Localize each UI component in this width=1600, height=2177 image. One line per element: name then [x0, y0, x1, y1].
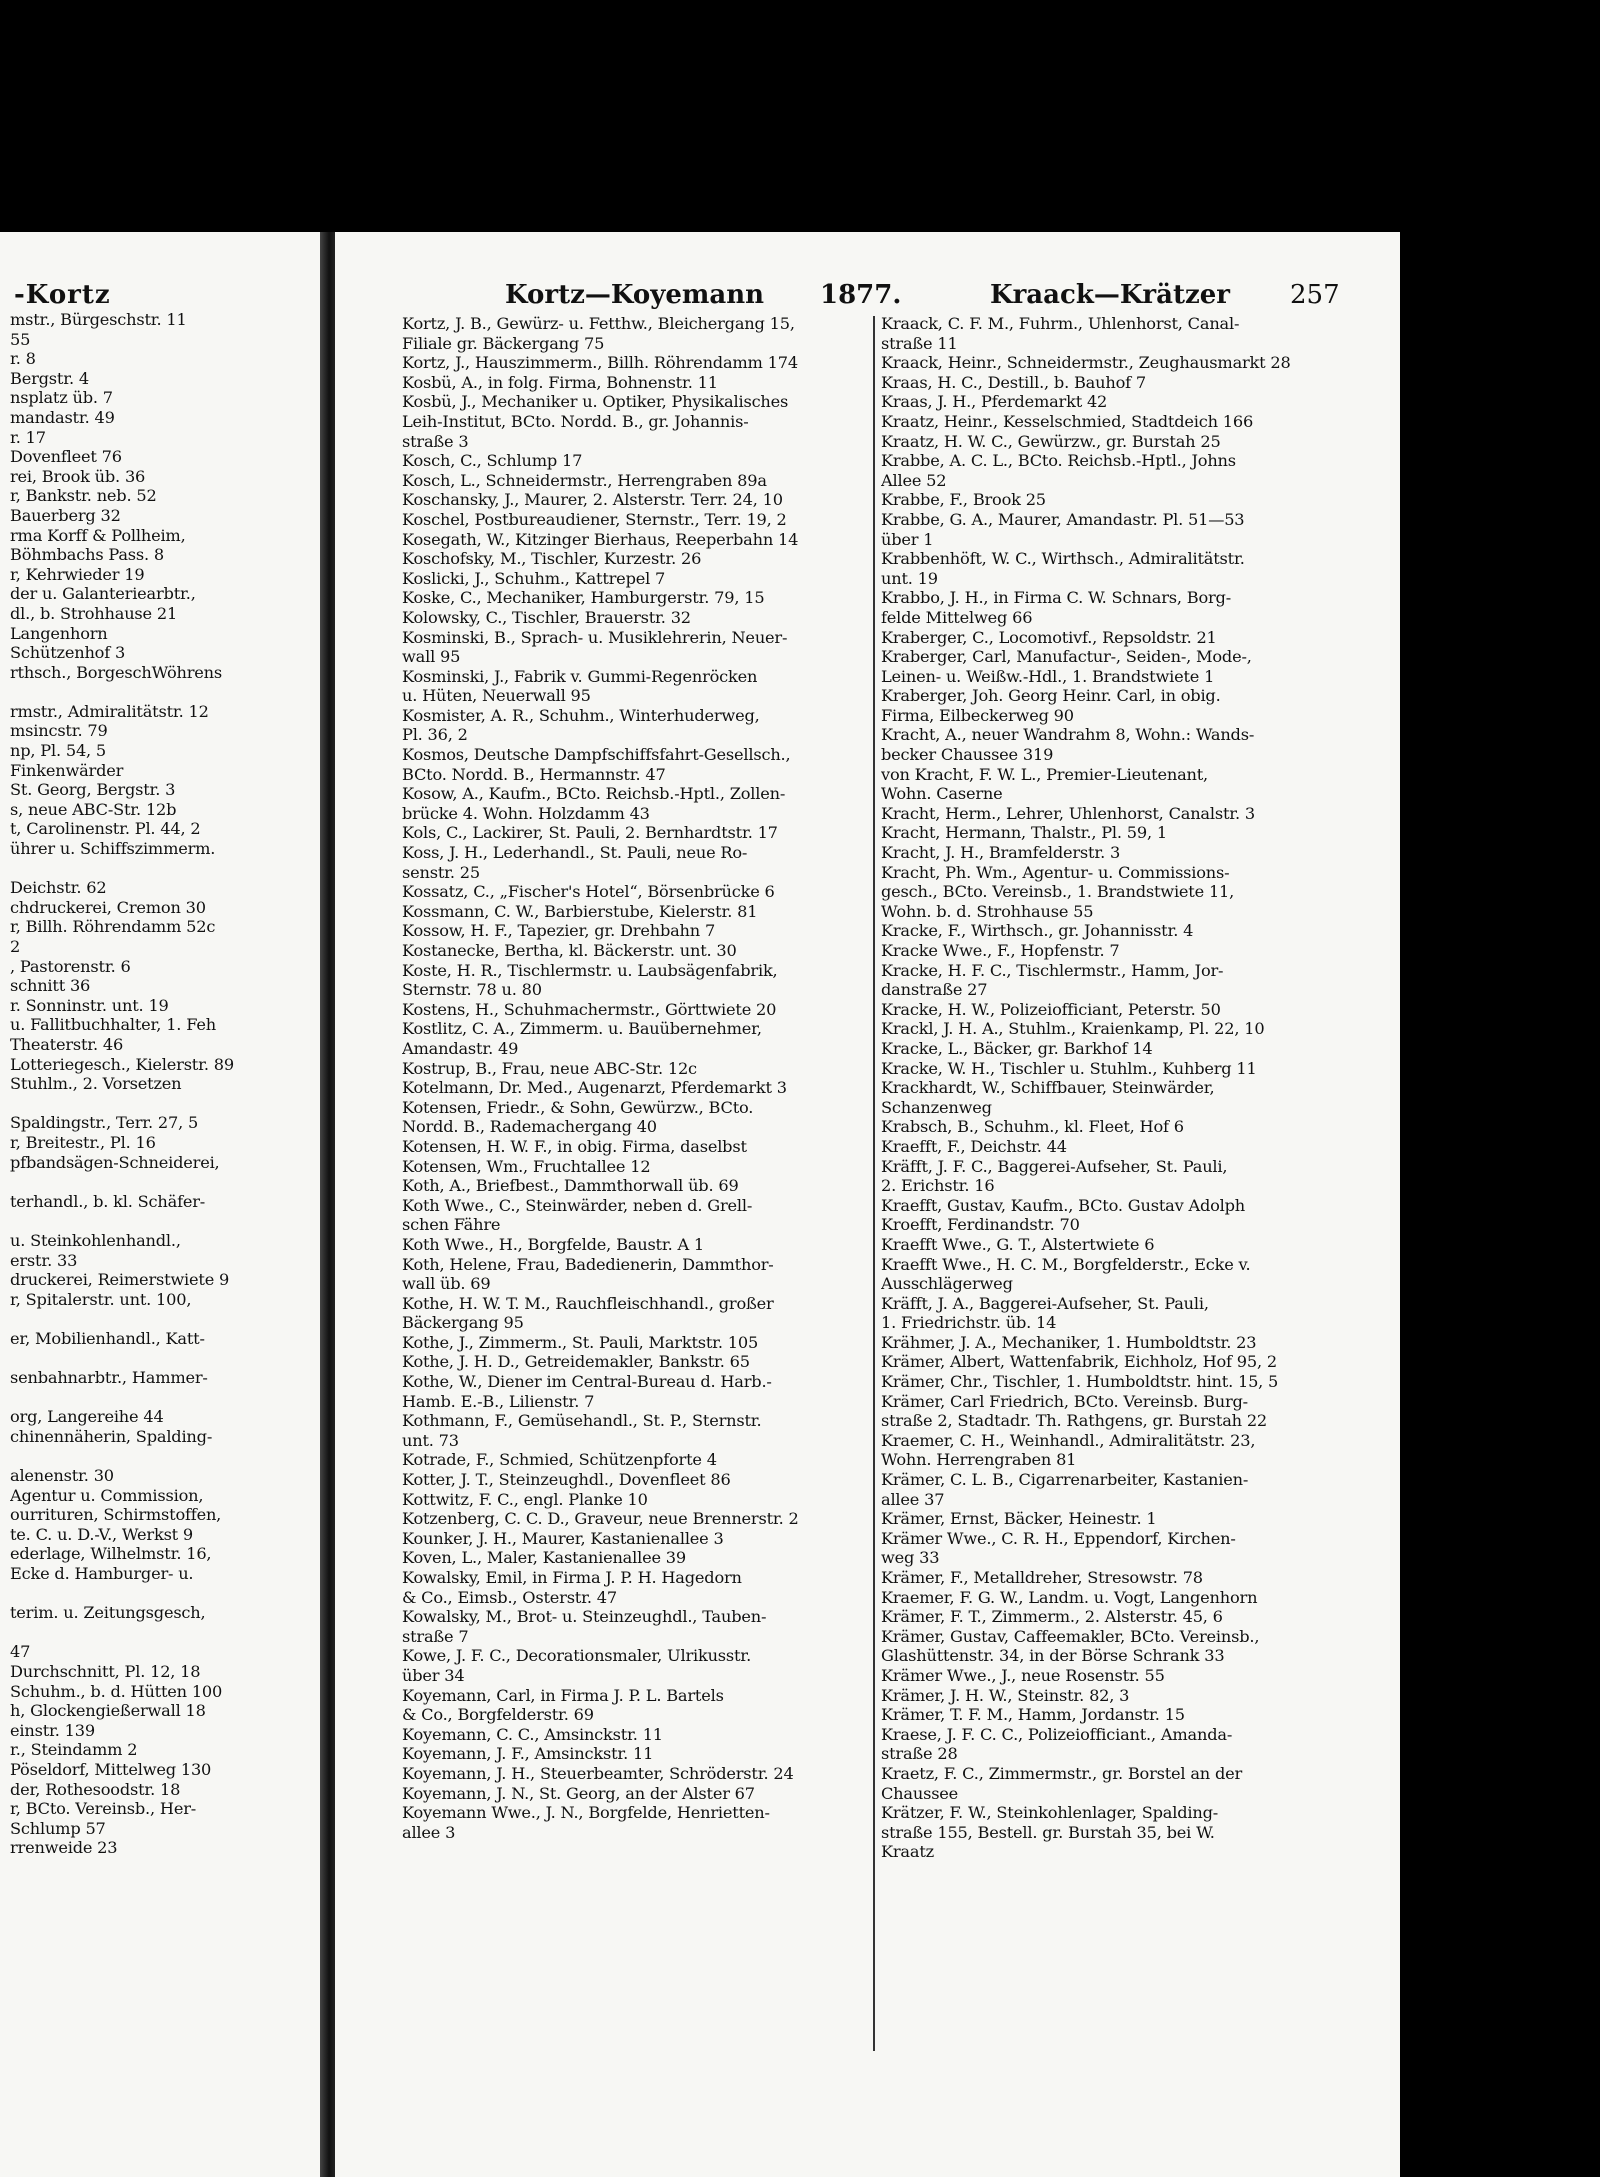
- directory-entry-line: Kotensen, Friedr., & Sohn, Gewürzw., BCto.: [402, 1097, 754, 1117]
- left-page-line: Bergstr. 4: [10, 368, 89, 388]
- left-page-line: der u. Galanteriearbtr.,: [10, 584, 196, 604]
- left-page-line: r, Spitalerstr. unt. 100,: [10, 1289, 192, 1309]
- directory-entry-line: Kotensen, Wm., Fruchtallee 12: [402, 1156, 651, 1176]
- left-page-line: Böhmbachs Pass. 8: [10, 545, 164, 565]
- directory-entry-line: Wohn. b. d. Strohhause 55: [881, 901, 1094, 921]
- directory-entry-line: Kossow, H. F., Tapezier, gr. Drehbahn 7: [402, 921, 716, 941]
- directory-entry-line: & Co., Borgfelderstr. 69: [402, 1705, 594, 1725]
- left-page-line: 47: [10, 1642, 31, 1662]
- directory-entry-line: Krabbo, J. H., in Firma C. W. Schnars, Borg-: [881, 588, 1231, 608]
- left-page-line: Dovenfleet 76: [10, 447, 122, 467]
- directory-entry-line: straße 155, Bestell. gr. Burstah 35, bei W.: [881, 1822, 1215, 1842]
- left-page-line: np, Pl. 54, 5: [10, 741, 107, 761]
- left-page-line: t, Carolinenstr. Pl. 44, 2: [10, 819, 201, 839]
- directory-entry-line: Krackhardt, W., Schiffbauer, Steinwärder,: [881, 1078, 1215, 1098]
- left-page-line: h, Glockengießerwall 18: [10, 1701, 206, 1721]
- directory-entry-line: straße 2, Stadtadr. Th. Rathgens, gr. Burstah 22: [881, 1411, 1268, 1431]
- directory-entry-line: Krabbe, A. C. L., BCto. Reichsb.-Hptl., Johns: [881, 451, 1236, 471]
- directory-entry-line: Krämer, C. L. B., Cigarrenarbeiter, Kastanien-: [881, 1470, 1249, 1490]
- left-page-line: [10, 1211, 315, 1231]
- left-page-line: Schützenhof 3: [10, 643, 126, 663]
- directory-entry-line: Kracht, Herm., Lehrer, Uhlenhorst, Canalstr. 3: [881, 803, 1256, 823]
- directory-entry-line: Koth Wwe., H., Borgfelde, Baustr. A 1: [402, 1234, 705, 1254]
- left-page-line: [10, 1348, 315, 1368]
- directory-entry-line: Kotzenberg, C. C. D., Graveur, neue Brennerstr. 2: [402, 1509, 799, 1529]
- left-page-line: Finkenwärder: [10, 760, 124, 780]
- left-page-line: dl., b. Strohhause 21: [10, 603, 178, 623]
- left-page-line: Bauerberg 32: [10, 505, 121, 525]
- directory-entry-line: gesch., BCto. Vereinsb., 1. Brandstwiete 11,: [881, 882, 1235, 902]
- left-page-line: mstr., Bürgeschstr. 11: [10, 310, 187, 329]
- directory-entry-line: Kracht, J. H., Bramfelderstr. 3: [881, 843, 1121, 863]
- left-page-line: u. Fallitbuchhalter, 1. Feh: [10, 1015, 216, 1035]
- directory-entry-line: Kracke, L., Bäcker, gr. Barkhof 14: [881, 1038, 1153, 1058]
- directory-entry-line: Bäckergang 95: [402, 1313, 524, 1333]
- directory-entry-line: Kraemer, C. H., Weinhandl., Admiralitätstr. 23,: [881, 1430, 1256, 1450]
- directory-entry-line: 2. Erichstr. 16: [881, 1176, 995, 1196]
- directory-entry-line: wall üb. 69: [402, 1274, 491, 1294]
- directory-entry-line: Kosch, C., Schlump 17: [402, 451, 583, 471]
- directory-entry-line: Koschofsky, M., Tischler, Kurzestr. 26: [402, 549, 702, 569]
- directory-entry-line: u. Hüten, Neuerwall 95: [402, 686, 591, 706]
- directory-entry-line: Krämer, Albert, Wattenfabrik, Eichholz, Hof 95, 2: [881, 1352, 1277, 1372]
- directory-entry-line: Kostlitz, C. A., Zimmerm. u. Bauübernehmer,: [402, 1019, 762, 1039]
- directory-entry-line: Kortz, J. B., Gewürz- u. Fetthw., Bleichergang 15,: [402, 314, 795, 333]
- left-page-line: terhandl., b. kl. Schäfer-: [10, 1191, 206, 1211]
- directory-entry-line: Kräfft, J. A., Baggerei-Aufseher, St. Pauli,: [881, 1293, 1209, 1313]
- directory-entry-line: Krabbe, F., Brook 25: [881, 490, 1046, 510]
- left-page-line: s, neue ABC-Str. 12b: [10, 799, 177, 819]
- directory-entry-line: Kostrup, B., Frau, neue ABC-Str. 12c: [402, 1058, 697, 1078]
- left-page-line: [10, 1309, 315, 1329]
- directory-entry-line: Hamb. E.-B., Lilienstr. 7: [402, 1391, 595, 1411]
- left-page-line: [10, 1584, 315, 1604]
- left-page-line: ourrituren, Schirmstoffen,: [10, 1505, 222, 1525]
- directory-entry-line: Kraatz, H. W. C., Gewürzw., gr. Burstah 25: [881, 431, 1221, 451]
- directory-entry-line: Koschel, Postbureaudiener, Sternstr., Terr. 19, 2: [402, 509, 787, 529]
- directory-entry-line: Koyemann, J. F., Amsinckstr. 11: [402, 1744, 654, 1764]
- directory-entry-line: Kothmann, F., Gemüsehandl., St. P., Sternstr.: [402, 1411, 762, 1431]
- directory-entry-line: senstr. 25: [402, 862, 480, 882]
- left-page-line: er, Mobilienhandl., Katt-: [10, 1328, 205, 1348]
- directory-entry-line: Wohn. Caserne: [881, 784, 1003, 804]
- left-page-line: Agentur u. Commission,: [10, 1485, 204, 1505]
- directory-entry-line: Krackl, J. H. A., Stuhlm., Kraienkamp, Pl. 22, 10: [881, 1019, 1265, 1039]
- directory-entry-line: Kraefft, F., Deichstr. 44: [881, 1136, 1067, 1156]
- left-page-line: , Pastorenstr. 6: [10, 956, 131, 976]
- directory-entry-line: BCto. Nordd. B., Hermannstr. 47: [402, 764, 666, 784]
- directory-entry-line: Koyemann Wwe., J. N., Borgfelde, Henrietten-: [402, 1803, 770, 1823]
- directory-entry-line: Kraack, C. F. M., Fuhrm., Uhlenhorst, Canal-: [881, 314, 1240, 333]
- directory-entry-line: Koyemann, J. N., St. Georg, an der Alster 67: [402, 1783, 755, 1803]
- left-page-line: 55: [10, 329, 31, 349]
- left-page-lines: [10, 310, 315, 1858]
- left-page-line: Langenhorn: [10, 623, 108, 643]
- directory-entry-line: Koven, L., Maler, Kastanienallee 39: [402, 1548, 686, 1568]
- directory-entry-line: Ausschlägerweg: [881, 1274, 1013, 1294]
- directory-entry-line: Kosow, A., Kaufm., BCto. Reichsb.-Hptl., Zollen-: [402, 784, 786, 804]
- directory-entry-line: Kraberger, Carl, Manufactur-, Seiden-, Mode-,: [881, 647, 1252, 667]
- directory-entry-line: Chaussee: [881, 1783, 959, 1803]
- directory-entry-line: Kotrade, F., Schmied, Schützenpforte 4: [402, 1450, 717, 1470]
- left-page-line: nsplatz üb. 7: [10, 388, 113, 408]
- directory-entry-line: Wohn. Herrengraben 81: [881, 1450, 1077, 1470]
- directory-entry-line: Krabbenhöft, W. C., Wirthsch., Admiralitätstr.: [881, 549, 1245, 569]
- directory-entry-line: straße 11: [881, 333, 958, 353]
- directory-entry-line: Kols, C., Lackirer, St. Pauli, 2. Bernhardtstr. 17: [402, 823, 778, 843]
- directory-entry-line: Kosbü, J., Mechaniker u. Optiker, Physikalisches: [402, 392, 789, 412]
- left-page-line: Schlump 57: [10, 1818, 106, 1838]
- directory-entry-line: Kracke Wwe., F., Hopfenstr. 7: [881, 941, 1120, 960]
- left-page-line: r, Bankstr. neb. 52: [10, 486, 157, 506]
- directory-entry-line: Krämer, Gustav, Caffeemakler, BCto. Vereinsb.,: [881, 1626, 1260, 1646]
- left-page-header: -Kortz: [14, 280, 111, 310]
- directory-entry-line: Kosminski, B., Sprach- u. Musiklehrerin, Neuer-: [402, 627, 788, 647]
- directory-entry-line: Kosegath, W., Kitzinger Bierhaus, Reeperbahn 14: [402, 529, 799, 549]
- directory-entry-line: über 34: [402, 1665, 465, 1685]
- directory-entry-line: felde Mittelweg 66: [881, 607, 1033, 627]
- left-page-line: rma Korff & Pollheim,: [10, 525, 186, 545]
- directory-entry-line: Kracht, Ph. Wm., Agentur- u. Commissions-: [881, 862, 1230, 882]
- running-head-year: 1877.: [820, 280, 902, 310]
- left-page-line: r. 17: [10, 427, 46, 447]
- left-page-line: r, Kehrwieder 19: [10, 564, 145, 584]
- directory-entry-line: Amandastr. 49: [402, 1038, 519, 1058]
- directory-column-left: [402, 314, 962, 1842]
- directory-entry-line: von Kracht, F. W. L., Premier-Lieutenant,: [881, 764, 1209, 784]
- left-page-line: einstr. 139: [10, 1720, 95, 1740]
- directory-entry-line: Krabbe, G. A., Maurer, Amandastr. Pl. 51—53: [881, 509, 1245, 529]
- left-page-line: r. Sonninstr. unt. 19: [10, 995, 169, 1015]
- directory-entry-line: Kotensen, H. W. F., in obig. Firma, daselbst: [402, 1136, 747, 1156]
- running-head-left: Kortz—Koyemann: [505, 280, 765, 310]
- left-page-line: [10, 682, 315, 702]
- directory-entry-line: Firma, Eilbeckerweg 90: [881, 705, 1074, 725]
- directory-entry-line: Schanzenweg: [881, 1097, 992, 1117]
- directory-entry-line: schen Fähre: [402, 1215, 501, 1235]
- directory-entry-line: Koske, C., Mechaniker, Hamburgerstr. 79, 15: [402, 588, 765, 608]
- left-page-line: Lotteriegesch., Kielerstr. 89: [10, 1054, 234, 1074]
- directory-entry-line: Kowalsky, Emil, in Firma J. P. H. Hagedorn: [402, 1568, 742, 1587]
- left-page-line: Theaterstr. 46: [10, 1034, 124, 1054]
- left-page-line: [10, 1094, 315, 1114]
- directory-entry-line: Koth, A., Briefbest., Dammthorwall üb. 69: [402, 1176, 739, 1196]
- directory-entry-line: Krämer, F., Metalldreher, Stresowstr. 78: [881, 1568, 1203, 1587]
- directory-entry-line: Kounker, J. H., Maurer, Kastanienallee 3: [402, 1528, 724, 1548]
- directory-entry-line: Kracke, F., Wirthsch., gr. Johannisstr. 4: [881, 921, 1194, 941]
- directory-entry-line: Leih-Institut, BCto. Nordd. B., gr. Johannis-: [402, 411, 749, 431]
- left-page-line: Deichstr. 62: [10, 878, 107, 898]
- left-page-line: [10, 1172, 315, 1192]
- directory-entry-line: Koth Wwe., C., Steinwärder, neben d. Grell-: [402, 1195, 753, 1215]
- directory-entry-line: Krabsch, B., Schuhm., kl. Fleet, Hof 6: [881, 1117, 1184, 1137]
- left-page-line: senbahnarbtr., Hammer-: [10, 1368, 208, 1388]
- left-page-line: chinennäherin, Spalding-: [10, 1426, 213, 1446]
- directory-entry-line: allee 37: [881, 1489, 945, 1509]
- book-gutter: [320, 232, 335, 2177]
- left-page-line: Pöseldorf, Mittelweg 130: [10, 1759, 212, 1779]
- directory-entry-line: Kothe, J. H. D., Getreidemakler, Bankstr. 65: [402, 1352, 750, 1372]
- left-page-line: r, BCto. Vereinsb., Her-: [10, 1799, 197, 1819]
- left-page-line: r, Breitestr., Pl. 16: [10, 1132, 156, 1152]
- directory-entry-line: Krämer, Chr., Tischler, 1. Humboldtstr. hint. 15, 5: [881, 1372, 1279, 1392]
- directory-entry-line: Krämer Wwe., C. R. H., Eppendorf, Kirchen-: [881, 1528, 1236, 1548]
- directory-entry-line: Kothe, W., Diener im Central-Bureau d. Harb.-: [402, 1372, 772, 1392]
- left-page-line: St. Georg, Bergstr. 3: [10, 780, 176, 800]
- left-page-line: [10, 1446, 315, 1466]
- directory-entry-line: Krämer Wwe., J., neue Rosenstr. 55: [881, 1665, 1165, 1685]
- directory-entry-line: Koth, Helene, Frau, Badedienerin, Dammthor-: [402, 1254, 774, 1274]
- directory-entry-line: Kraese, J. F. C. C., Polizeiofficiant., Amanda-: [881, 1724, 1233, 1744]
- directory-entry-line: Kraetz, F. C., Zimmermstr., gr. Borstel an der: [881, 1763, 1243, 1783]
- directory-entry-line: Kracke, W. H., Tischler u. Stuhlm., Kuhberg 11: [881, 1058, 1257, 1078]
- directory-entry-line: & Co., Eimsb., Osterstr. 47: [402, 1587, 617, 1607]
- left-page-line: rthsch., BorgeschWöhrens: [10, 662, 222, 682]
- left-page-line: ederlage, Wilhelmstr. 16,: [10, 1544, 212, 1564]
- directory-entry-line: Kraemer, F. G. W., Landm. u. Vogt, Langenhorn: [881, 1587, 1258, 1607]
- left-page-line: r, Billh. Röhrendamm 52c: [10, 917, 216, 937]
- directory-entry-line: Koschansky, J., Maurer, 2. Alsterstr. Terr. 24, 10: [402, 490, 783, 510]
- directory-entry-line: Kraas, J. H., Pferdemarkt 42: [881, 392, 1108, 412]
- directory-entry-line: wall 95: [402, 647, 461, 667]
- directory-entry-line: über 1: [881, 529, 934, 549]
- directory-entry-line: Koste, H. R., Tischlermstr. u. Laubsägenfabrik,: [402, 960, 778, 980]
- directory-entry-line: Kotter, J. T., Steinzeughdl., Dovenfleet 86: [402, 1470, 731, 1490]
- directory-entry-line: unt. 73: [402, 1430, 459, 1450]
- directory-entry-line: Kottwitz, F. C., engl. Planke 10: [402, 1489, 648, 1509]
- left-page-line: Ecke d. Hamburger- u.: [10, 1564, 194, 1583]
- directory-entry-line: danstraße 27: [881, 980, 988, 1000]
- left-page-line: schnitt 36: [10, 976, 91, 996]
- left-page-line: druckerei, Reimerstwiete 9: [10, 1270, 230, 1290]
- directory-entry-line: Krämer, Carl Friedrich, BCto. Vereinsb. Burg-: [881, 1391, 1248, 1411]
- directory-entry-line: Krämer, T. F. M., Hamm, Jordanstr. 15: [881, 1705, 1185, 1725]
- left-page-line: ührer u. Schiffszimmerm.: [10, 839, 216, 859]
- directory-entry-line: Krämer, F. T., Zimmerm., 2. Alsterstr. 45, 6: [881, 1607, 1223, 1627]
- directory-entry-line: Kortz, J., Hauszimmerm., Billh. Röhrendamm 174: [402, 353, 798, 373]
- left-page-line: u. Steinkohlenhandl.,: [10, 1230, 181, 1250]
- left-page-line: Schuhm., b. d. Hütten 100: [10, 1681, 223, 1701]
- directory-entry-line: Kostens, H., Schuhmachermstr., Görttwiete 20: [402, 999, 777, 1019]
- directory-entry-line: Filiale gr. Bäckergang 75: [402, 333, 605, 353]
- directory-entry-line: Kraatz, Heinr., Kesselschmied, Stadtdeich 166: [881, 411, 1254, 431]
- directory-entry-line: Krämer, J. H. W., Steinstr. 82, 3: [881, 1685, 1130, 1705]
- left-page: [0, 232, 320, 2177]
- directory-entry-line: weg 33: [881, 1548, 940, 1568]
- left-page-line: alenenstr. 30: [10, 1466, 114, 1486]
- directory-entry-line: Koyemann, C. C., Amsinckstr. 11: [402, 1724, 663, 1744]
- left-page-line: org, Langereihe 44: [10, 1407, 164, 1427]
- directory-entry-line: Kracht, A., neuer Wandrahm 8, Wohn.: Wands-: [881, 725, 1255, 745]
- left-page-line: [10, 1623, 315, 1643]
- directory-entry-line: Kothe, J., Zimmerm., St. Pauli, Marktstr. 105: [402, 1332, 759, 1352]
- page-number: 257: [1290, 280, 1340, 310]
- directory-entry-line: Krätzer, F. W., Steinkohlenlager, Spalding-: [881, 1803, 1219, 1823]
- left-page-line: 2: [10, 937, 21, 956]
- directory-entry-line: Sternstr. 78 u. 80: [402, 980, 542, 1000]
- left-page-line: msincstr. 79: [10, 721, 108, 741]
- left-page-line: rrenweide 23: [10, 1838, 118, 1858]
- directory-entry-line: Kracke, H. W., Polizeiofficiant, Peterstr. 50: [881, 999, 1221, 1019]
- directory-entry-line: Kraefft Wwe., G. T., Alstertwiete 6: [881, 1234, 1155, 1254]
- directory-column-right: [881, 314, 1386, 1862]
- left-page-line: [10, 1388, 315, 1408]
- directory-entry-line: Krähmer, J. A., Mechaniker, 1. Humboldtstr. 23: [881, 1332, 1257, 1352]
- directory-entry-line: Kräfft, J. F. C., Baggerei-Aufseher, St. Pauli,: [881, 1156, 1228, 1176]
- left-page-line: Stuhlm., 2. Vorsetzen: [10, 1074, 182, 1094]
- directory-entry-line: Kossatz, C., „Fischer's Hotel“, Börsenbrücke 6: [402, 882, 775, 902]
- directory-entry-line: Koyemann, J. H., Steuerbeamter, Schröderstr. 24: [402, 1763, 794, 1783]
- directory-entry-line: straße 3: [402, 431, 469, 451]
- left-page-line: der, Rothesoodstr. 18: [10, 1779, 181, 1799]
- directory-entry-line: Kostanecke, Bertha, kl. Bäckerstr. unt. 30: [402, 941, 737, 960]
- directory-entry-line: allee 3: [402, 1822, 456, 1842]
- directory-entry-line: Kosbü, A., in folg. Firma, Bohnenstr. 11: [402, 372, 718, 392]
- directory-entry-line: Kothe, H. W. T. M., Rauchfleischhandl., großer: [402, 1293, 774, 1313]
- column-divider: [873, 316, 875, 2051]
- left-page-line: chdruckerei, Cremon 30: [10, 897, 206, 917]
- directory-entry-line: unt. 19: [881, 568, 938, 588]
- directory-entry-line: Koyemann, Carl, in Firma J. P. L. Bartels: [402, 1685, 724, 1705]
- directory-entry-line: Kroefft, Ferdinandstr. 70: [881, 1215, 1080, 1235]
- directory-entry-line: Kosmos, Deutsche Dampfschiffsfahrt-Gesellsch.,: [402, 745, 791, 765]
- directory-entry-line: Leinen- u. Weißw.-Hdl., 1. Brandstwiete 1: [881, 666, 1215, 686]
- directory-entry-line: Kraatz: [881, 1842, 934, 1862]
- directory-entry-line: Kosch, L., Schneidermstr., Herrengraben 89a: [402, 470, 767, 490]
- directory-entry-line: straße 7: [402, 1626, 469, 1646]
- directory-entry-line: Koslicki, J., Schuhm., Kattrepel 7: [402, 568, 666, 588]
- left-page-line: r., Steindamm 2: [10, 1740, 138, 1760]
- left-page-line: te. C. u. D.-V., Werkst 9: [10, 1524, 194, 1544]
- directory-entry-line: Kowalsky, M., Brot- u. Steinzeughdl., Tauben-: [402, 1607, 767, 1627]
- left-page-line: Spaldingstr., Terr. 27, 5: [10, 1113, 199, 1133]
- directory-entry-line: Kraefft Wwe., H. C. M., Borgfelderstr., Ecke v.: [881, 1254, 1251, 1274]
- directory-entry-line: becker Chaussee 319: [881, 745, 1054, 765]
- directory-entry-line: Nordd. B., Rademachergang 40: [402, 1117, 657, 1137]
- directory-entry-line: Koss, J. H., Lederhandl., St. Pauli, neue Ro-: [402, 843, 748, 863]
- directory-entry-line: Kraas, H. C., Destill., b. Bauhof 7: [881, 372, 1146, 392]
- right-page: [335, 232, 1400, 2177]
- directory-entry-line: Pl. 36, 2: [402, 725, 468, 745]
- directory-entry-line: Kosmister, A. R., Schuhm., Winterhuderweg,: [402, 705, 760, 725]
- running-head-right: Kraack—Krätzer: [990, 280, 1230, 310]
- directory-entry-line: brücke 4. Wohn. Holzdamm 43: [402, 803, 650, 823]
- left-page-line: rei, Brook üb. 36: [10, 466, 146, 486]
- left-page-line: rmstr., Admiralitätstr. 12: [10, 701, 209, 721]
- directory-entry-line: Allee 52: [881, 470, 947, 490]
- left-page-line: r. 8: [10, 349, 36, 369]
- directory-entry-line: Glashüttenstr. 34, in der Börse Schrank 33: [881, 1646, 1225, 1666]
- directory-entry-line: Kraack, Heinr., Schneidermstr., Zeughausmarkt 28: [881, 353, 1291, 373]
- directory-entry-line: straße 28: [881, 1744, 958, 1764]
- directory-entry-line: Kotelmann, Dr. Med., Augenarzt, Pferdemarkt 3: [402, 1078, 787, 1098]
- left-page-line: Durchschnitt, Pl. 12, 18: [10, 1661, 201, 1681]
- directory-entry-line: Kosminski, J., Fabrik v. Gummi-Regenröcken: [402, 666, 758, 686]
- directory-entry-line: Kolowsky, C., Tischler, Brauerstr. 32: [402, 607, 691, 627]
- directory-entry-line: Kracht, Hermann, Thalstr., Pl. 59, 1: [881, 823, 1167, 843]
- directory-entry-line: Kraberger, C., Locomotivf., Repsoldstr. 21: [881, 627, 1217, 647]
- directory-entry-line: Kossmann, C. W., Barbierstube, Kielerstr. 81: [402, 901, 758, 921]
- directory-entry-line: 1. Friedrichstr. üb. 14: [881, 1313, 1057, 1333]
- directory-entry-line: Kracke, H. F. C., Tischlermstr., Hamm, Jor-: [881, 960, 1224, 980]
- left-page-line: terim. u. Zeitungsgesch,: [10, 1603, 206, 1623]
- left-page-line: mandastr. 49: [10, 407, 115, 427]
- left-page-line: erstr. 33: [10, 1250, 78, 1270]
- left-page-line: [10, 859, 315, 879]
- directory-entry-line: Kowe, J. F. C., Decorationsmaler, Ulrikusstr.: [402, 1646, 752, 1666]
- left-page-line: pfbandsägen-Schneiderei,: [10, 1152, 220, 1172]
- directory-entry-line: Krämer, Ernst, Bäcker, Heinestr. 1: [881, 1509, 1157, 1529]
- directory-entry-line: Kraberger, Joh. Georg Heinr. Carl, in obig.: [881, 686, 1221, 706]
- directory-entry-line: Kraefft, Gustav, Kaufm., BCto. Gustav Adolph: [881, 1195, 1246, 1215]
